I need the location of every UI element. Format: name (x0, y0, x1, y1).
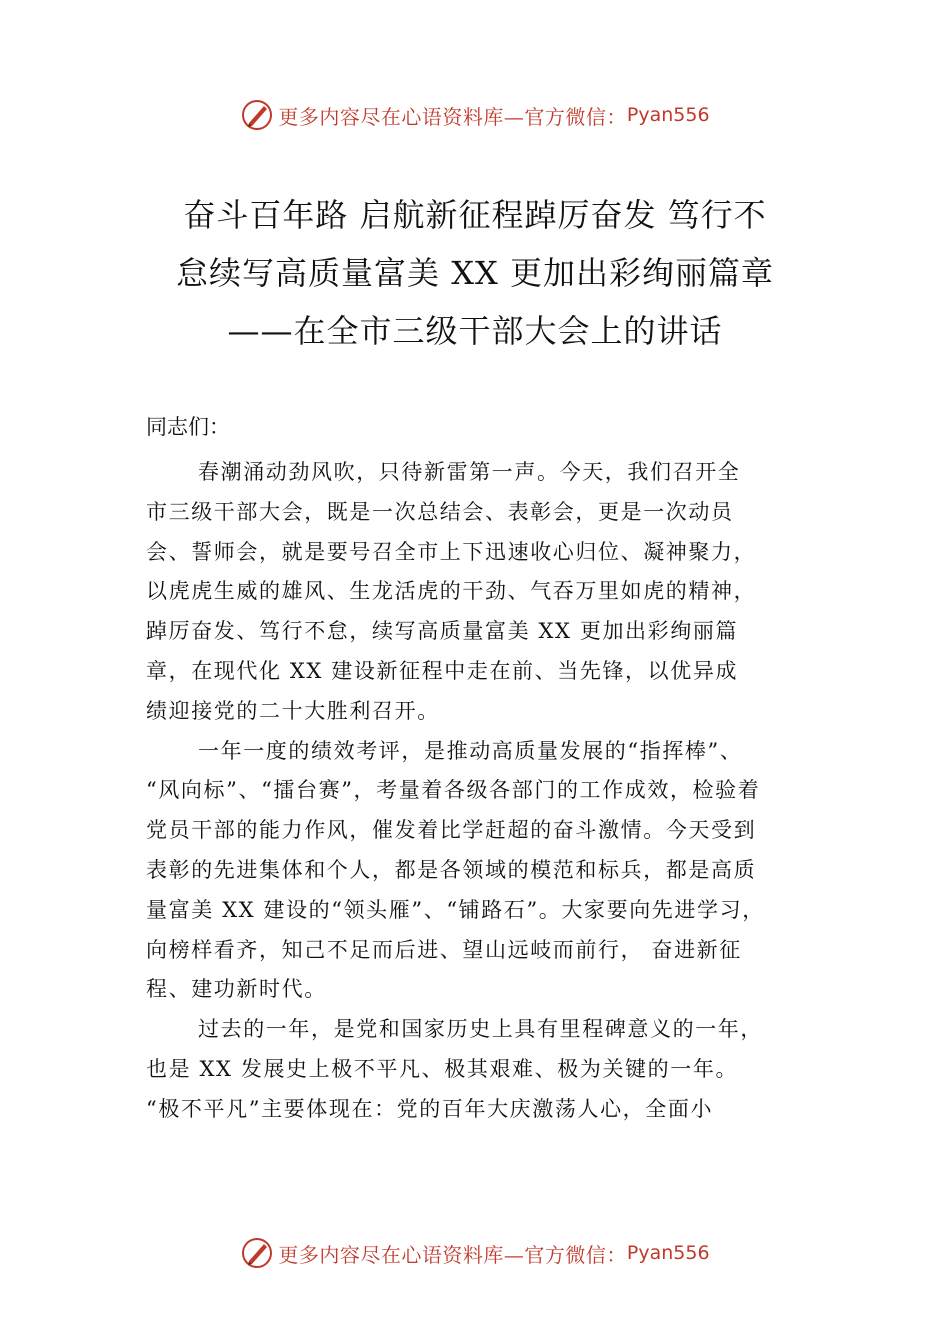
paragraph-line: 向榜样看齐，知己不足而后进、望山远岐而前行， 奋进新征 (146, 937, 742, 962)
subtitle-line: ——在全市三级干部大会上的讲话 (227, 312, 723, 350)
title-line: 奋斗百年路 启航新征程踔厉奋发 笃行不 (183, 196, 767, 234)
paragraph-line: 绩迎接党的二十大胜利召开。 (146, 698, 440, 723)
paragraph-line: 春潮涌动劲风吹，只待新雷第一声。今天，我们召开全 (198, 460, 741, 484)
paragraph-line: “风向标”、“擂台赛”，考量着各级各部门的工作成效，检验着 (146, 778, 761, 803)
paragraph-line: 量富美 XX 建设的“领头雁”、“铺路石”。大家要向先进学习， (146, 897, 765, 922)
paragraph-line: 以虎虎生威的雄风、生龙活虎的干劲、气吞万里如虎的精神， (146, 579, 757, 604)
paragraph-line: 章，在现代化 XX 建设新征程中走在前、当先锋，以优异成 (146, 658, 739, 683)
document-title (100, 186, 850, 360)
salutation: 同志们： (146, 415, 230, 439)
paragraph-line: 踔厉奋发、笃行不怠，续写高质量富美 XX 更加出彩绚丽篇 (146, 619, 739, 644)
watermark-contact: Pyan556 (626, 104, 710, 126)
paragraph-line: 表彰的先进集体和个人，都是各领域的模范和标兵，都是高质 (146, 857, 757, 882)
pen-logo-icon (240, 98, 274, 132)
speech-body (146, 453, 821, 1130)
paragraph-line: 也是 XX 发展史上极不平凡、极其艰难、极为关键的一年。 (146, 1056, 739, 1081)
watermark-footer (0, 1233, 950, 1273)
paragraph-line: 会、誓师会，就是要号召全市上下迅速收心归位、凝神聚力， (146, 539, 757, 564)
paragraph-line: 党员干部的能力作风，催发着比学赶超的奋斗激情。今天受到 (146, 818, 757, 843)
paragraph-line: 一年一度的绩效考评，是推动高质量发展的“指挥棒”、 (198, 738, 743, 763)
paragraph-line: 市三级干部大会，既是一次总结会、表彰会，更是一次动员 (146, 499, 734, 524)
title-line: 怠续写高质量富美 XX 更加出彩绚丽篇章 (176, 254, 774, 292)
paragraph-line: “极不平凡”主要体现在：党的百年大庆激荡人心，全面小 (146, 1096, 714, 1121)
watermark-contact: Pyan556 (626, 1242, 710, 1264)
paragraph-line: 程、建功新时代。 (146, 977, 327, 1002)
watermark-text: 更多内容尽在心语资料库—官方微信： (278, 104, 627, 129)
watermark-text: 更多内容尽在心语资料库—官方微信： (278, 1242, 627, 1267)
paragraph-line: 过去的一年，是党和国家历史上具有里程碑意义的一年， (198, 1017, 763, 1042)
watermark-header (0, 95, 950, 135)
pen-logo-icon (240, 1236, 274, 1270)
